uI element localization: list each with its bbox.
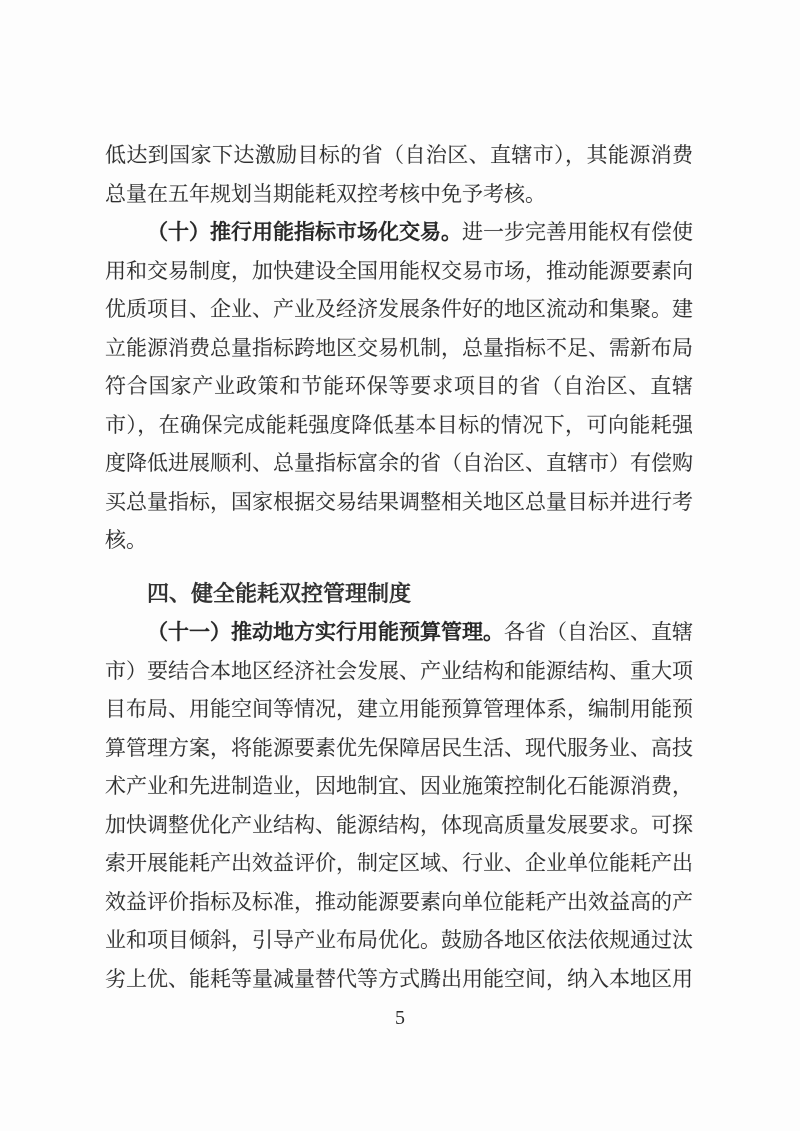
text-line bbox=[105, 329, 693, 368]
text-line bbox=[105, 521, 693, 560]
text-line bbox=[105, 136, 693, 175]
line-text: 买总量指标，国家根据交易结果调整相关地区总量目标并进行考 bbox=[105, 489, 693, 514]
line-text: 算管理方案，将能源要素优先保障居民生活、现代服务业、高技 bbox=[105, 735, 693, 760]
text-line bbox=[105, 406, 693, 445]
text-line bbox=[105, 652, 693, 691]
text-line bbox=[105, 367, 693, 406]
line-text: 劣上优、能耗等量减量替代等方式腾出用能空间，纳入本地区用 bbox=[105, 966, 693, 991]
text-line bbox=[105, 290, 693, 329]
text-line bbox=[105, 806, 693, 845]
text-line bbox=[105, 213, 693, 252]
line-text: 各省（自治区、直辖 bbox=[504, 620, 693, 644]
text-line bbox=[105, 767, 693, 806]
line-text: 度降低进展顺利、总量指标富余的省（自治区、直辖市）有偿购 bbox=[105, 451, 693, 475]
document-body bbox=[105, 136, 693, 998]
line-text: 优质项目、企业、产业及经济发展条件好的地区流动和集聚。建 bbox=[105, 297, 693, 321]
line-text: 立能源消费总量指标跨地区交易机制，总量指标不足、需新布局 bbox=[105, 335, 693, 360]
paragraph-lead: （十一）推动地方实行用能预算管理。 bbox=[147, 620, 504, 644]
line-text: 符合国家产业政策和节能环保等要求项目的省（自治区、直辖 bbox=[105, 374, 693, 398]
line-text: 总量在五年规划当期能耗双控考核中免予考核。 bbox=[105, 181, 546, 206]
text-line bbox=[105, 444, 693, 483]
line-text: 核。 bbox=[105, 528, 147, 552]
page-number: 5 bbox=[395, 1007, 405, 1029]
line-text: 索开展能耗产出效益评价，制定区域、行业、企业单位能耗产出 bbox=[105, 851, 693, 875]
section-heading: 四、健全能耗双控管理制度 bbox=[147, 580, 412, 606]
line-text: 用和交易制度，加快建设全国用能权交易市场，推动能源要素向 bbox=[105, 258, 693, 283]
text-line bbox=[105, 883, 693, 922]
text-line bbox=[105, 921, 693, 960]
text-line bbox=[105, 252, 693, 291]
paragraph-lead: （十）推行用能指标市场化交易。 bbox=[147, 220, 462, 244]
line-text: 加快调整优化产业结构、能源结构，体现高质量发展要求。可探 bbox=[105, 812, 693, 837]
line-text: 市），在确保完成能耗强度降低基本目标的情况下，可向能耗强 bbox=[105, 412, 693, 437]
line-text: 低达到国家下达激励目标的省（自治区、直辖市），其能源消费 bbox=[105, 143, 693, 167]
line-text: 业和项目倾斜，引导产业布局优化。鼓励各地区依法依规通过汰 bbox=[105, 928, 693, 952]
text-line bbox=[105, 960, 693, 999]
line-text: 术产业和先进制造业，因地制宜、因业施策控制化石能源消费， bbox=[105, 774, 693, 798]
line-text: 进一步完善用能权有偿使 bbox=[462, 220, 693, 244]
text-line bbox=[105, 613, 693, 652]
text-line bbox=[105, 175, 693, 214]
text-line bbox=[105, 844, 693, 883]
line-text: 目布局、用能空间等情况，建立用能预算管理体系，编制用能预 bbox=[105, 697, 693, 721]
line-text: 市）要结合本地区经济社会发展、产业结构和能源结构、重大项 bbox=[105, 658, 693, 683]
text-line bbox=[105, 729, 693, 768]
text-line bbox=[105, 483, 693, 522]
line-text: 效益评价指标及标准，推动能源要素向单位能耗产出效益高的产 bbox=[105, 889, 693, 914]
text-line bbox=[105, 690, 693, 729]
